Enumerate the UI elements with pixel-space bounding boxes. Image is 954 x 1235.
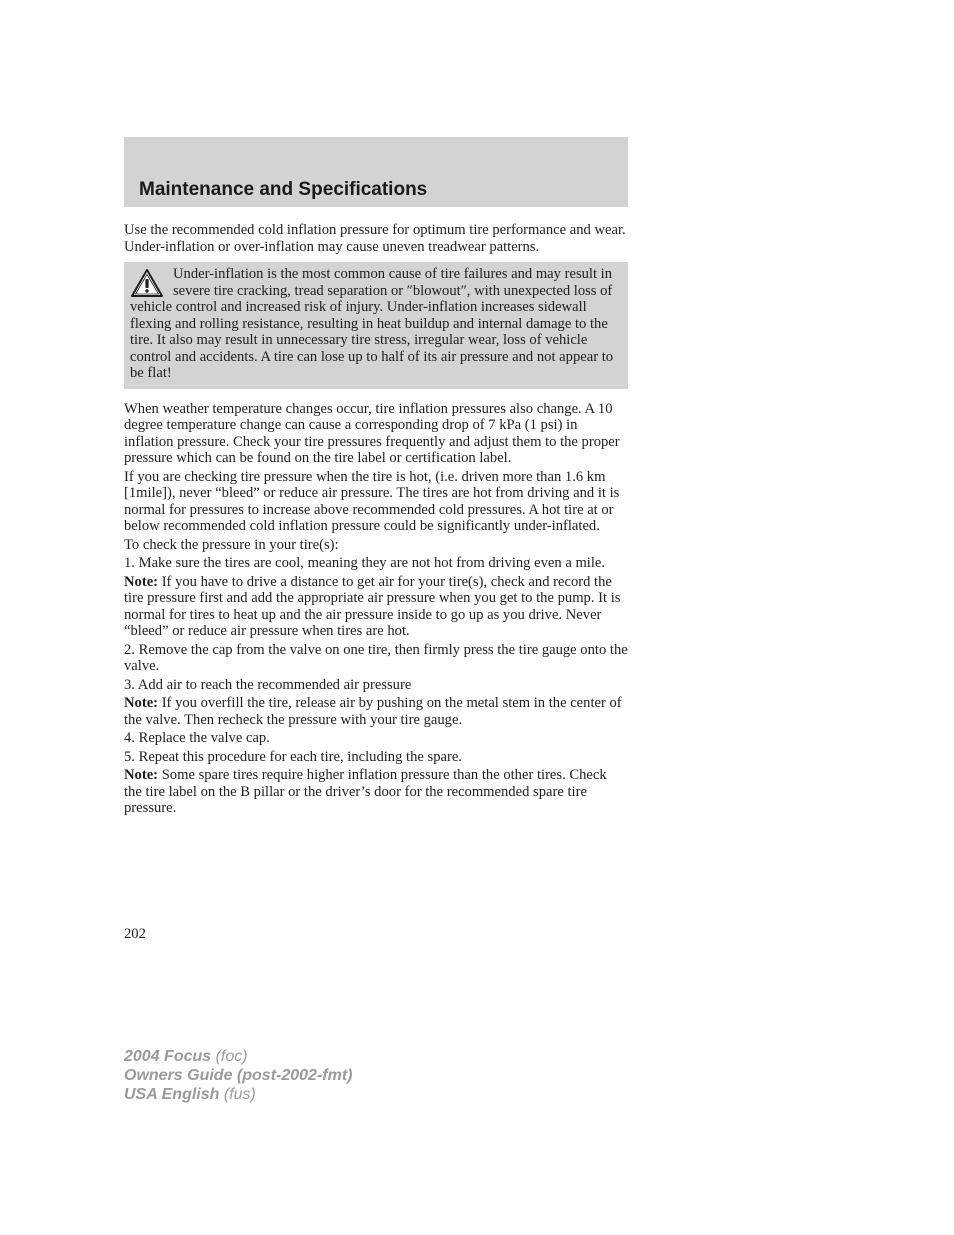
step-2: 2. Remove the cap from the valve on one tire, then firmly press the tire gauge onto the valve. bbox=[124, 641, 628, 674]
footer-language: USA English bbox=[124, 1086, 220, 1103]
document-footer bbox=[124, 1047, 352, 1104]
footer-guide: Owners Guide (post-2002-fmt) bbox=[124, 1067, 353, 1084]
note-2 bbox=[124, 695, 628, 728]
note-1 bbox=[124, 574, 628, 640]
note-text: If you have to drive a distance to get air for your tire(s), check and record the tire pressure first and add the appropriate air pressure when you get to the pump. It is normal for tires to heat up and the air pressure inside to go up as you drive. Never “bleed” or reduce air pressure when tires are hot. bbox=[124, 573, 621, 639]
hot-tire-paragraph: If you are checking tire pressure when the tire is hot, (i.e. driven more than 1.6 km [1mile]), never “bleed” or reduce air pressure. The tires are hot from driving and it is normal for pressures to increase above recommended cold pressures. A hot tire at or below recommended cold inflation pressure could be significantly under-inflated. bbox=[124, 468, 620, 534]
footer-model-code: (foc) bbox=[211, 1048, 248, 1065]
note-3 bbox=[124, 767, 628, 817]
footer-model: 2004 Focus bbox=[124, 1048, 212, 1065]
step-3: 3. Add air to reach the recommended air pressure bbox=[124, 676, 412, 693]
warning-box bbox=[124, 262, 628, 389]
step-5: 5. Repeat this procedure for each tire, including the spare. bbox=[124, 748, 462, 765]
section-title: Maintenance and Specifications bbox=[139, 179, 428, 200]
note-label: Note: bbox=[124, 573, 159, 590]
note-text: If you overfill the tire, release air by pushing on the metal stem in the center of the valve. Then recheck the pressure with your tire gauge. bbox=[124, 695, 622, 728]
note-label: Note: bbox=[124, 767, 159, 783]
to-check-paragraph: To check the pressure in your tire(s): bbox=[124, 536, 339, 553]
page-content bbox=[124, 222, 628, 819]
intro-paragraph: Use the recommended cold inflation pressure for optimum tire performance and wear. Under-inflation or over-inflation may cause uneven treadwear patterns. bbox=[124, 222, 626, 255]
note-label: Note: bbox=[124, 695, 159, 711]
footer-line-1 bbox=[124, 1047, 352, 1066]
footer-line-2 bbox=[124, 1066, 352, 1085]
page-number: 202 bbox=[124, 926, 146, 942]
footer-language-code: (fus) bbox=[219, 1086, 256, 1103]
warning-text: Under-inflation is the most common cause of tire failures and may result in severe tire cracking, tread separation or ″blowout″, with unexpected loss of vehicle control and increased risk of injury. Under-inflation increases sidewall flexing and rolling resistance, resulting in heat buildup and internal damage to the tire. It also may result in unnecessary tire stress, irregular wear, loss of vehicle control and accidents. A tire can lose up to half of its air pressure and not appear to be flat! bbox=[130, 266, 614, 381]
step-4: 4. Replace the valve cap. bbox=[124, 730, 270, 746]
footer-line-3 bbox=[124, 1085, 352, 1104]
warning-triangle-icon bbox=[130, 268, 164, 298]
temperature-paragraph: When weather temperature changes occur, tire inflation pressures also change. A 10 degree temperature change can cause a corresponding drop of 7 kPa (1 psi) in inflation pressure. Check your tire pressures frequently and adjust them to the proper pressure which can be found on the tire label or certification label. bbox=[124, 400, 620, 466]
step-1: 1. Make sure the tires are cool, meaning they are not hot from driving even a mile. bbox=[124, 555, 606, 571]
section-header bbox=[124, 137, 628, 207]
note-text: Some spare tires require higher inflation pressure than the other tires. Check the tire label on the B pillar or the driver’s door for the recommended spare tire pressure. bbox=[124, 767, 607, 816]
